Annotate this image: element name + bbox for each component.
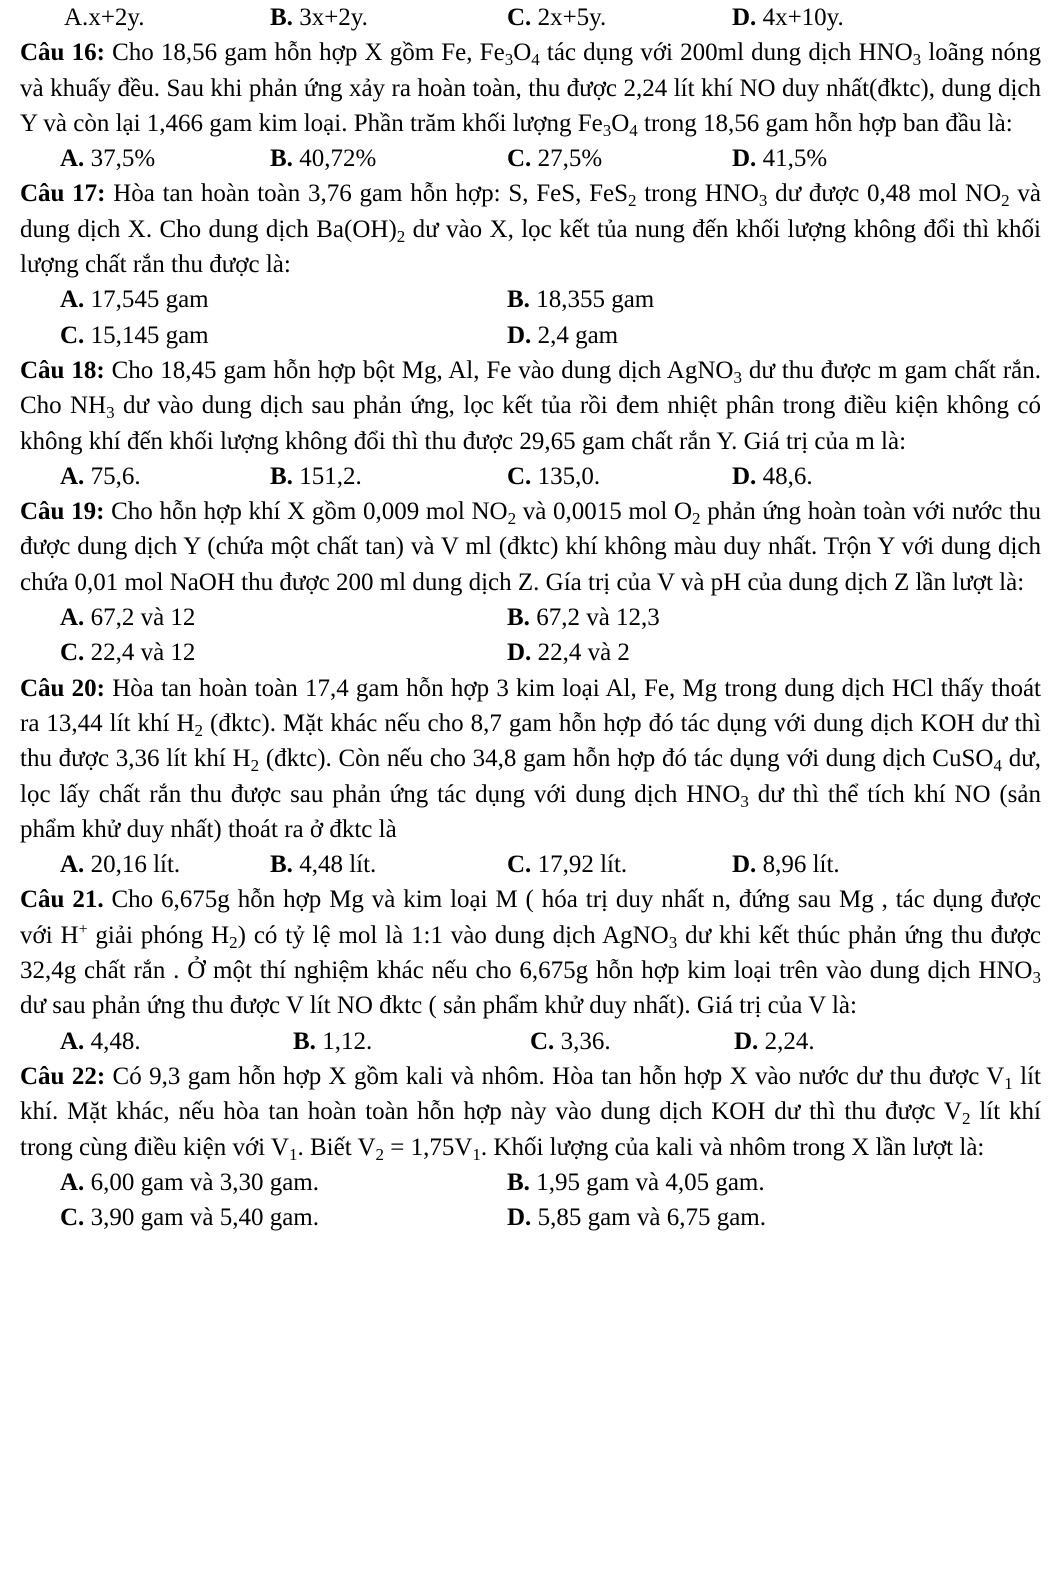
question-22-options-row-2 xyxy=(20,1200,1041,1235)
question-17-options-row-1 xyxy=(20,282,1041,317)
q22-option-c: C. 3,90 gam và 5,40 gam. xyxy=(60,1204,319,1232)
q21-option-b: B. 1,12. xyxy=(293,1027,373,1055)
q16-option-c: C. 27,5% xyxy=(507,145,603,173)
q20-option-b: B. 4,48 lít. xyxy=(270,851,377,879)
question-18-number: Câu 18: xyxy=(20,356,105,384)
q20-option-c: C. 17,92 lít. xyxy=(507,851,628,879)
question-20-text: Câu 20: Hòa tan hoàn toàn 17,4 gam hỗn hợp 3 kim loại Al, Fe, Mg trong dung dịch HCl thấy thoát ra 13,44 lít khí $H_2$ (đktc). Mặt khác nếu cho 8,7 gam hỗn hợp đó tác dụng với dung dịch KOH dư thì thu được 3,36 lít khí $H_2$ (đktc). Còn nếu cho 34,8 gam hỗn hợp đó tác dụng với dung dịch CuSO$_4$ dư, lọc lấy chất rắn thu được sau phản ứng tác dụng với dung dịch $HNO_3$ dư thì thể tích khí NO (sản phẩm khử duy nhất) thoát ra ở đktc là xyxy=(20,674,1041,843)
q22-option-a: A. 6,00 gam và 3,30 gam. xyxy=(60,1168,319,1196)
q17-option-a: A. 17,545 gam xyxy=(60,286,209,314)
question-16-options xyxy=(20,141,1041,176)
question-22-number: Câu 22: xyxy=(20,1062,106,1090)
q22-option-b: B. 1,95 gam và 4,05 gam. xyxy=(507,1168,765,1196)
q19-option-d: D. 22,4 và 2 xyxy=(507,639,630,667)
question-20-options xyxy=(20,847,1041,882)
top-option-a: A.x+2y. xyxy=(64,4,145,31)
question-20-number: Câu 20: xyxy=(20,674,106,702)
question-17-text: Câu 17: Hòa tan hoàn toàn 3,76 gam hỗn hợp: S, FeS, FeS$_2$ trong $HNO_3$ dư được 0,48 mol $NO_2$ và dung dịch X. Cho dung dịch $Ba(OH)_2$ dư vào X, lọc kết tủa nung đến khối lượng không đổi thì khối lượng chất rắn thu được là: xyxy=(20,180,1041,279)
question-21-number: Câu 21. xyxy=(20,886,104,914)
q18-option-c: C. 135,0. xyxy=(507,462,601,490)
top-option-b: B. 3x+2y. xyxy=(270,4,368,31)
question-16-number: Câu 16: xyxy=(20,39,105,67)
q17-option-d: D. 2,4 gam xyxy=(507,321,619,349)
top-option-c: C. 2x+5y. xyxy=(507,4,607,31)
q21-option-c: C. 3,36. xyxy=(530,1027,611,1055)
question-22-text: Câu 22: Có 9,3 gam hỗn hợp X gồm kali và nhôm. Hòa tan hỗn hợp X vào nước dư thu được $V_1$ lít khí. Mặt khác, nếu hòa tan hoàn toàn hỗn hợp này vào dung dịch KOH dư thì thu được $V_2$ lít khí trong cùng điều kiện với $V_1$. Biết $V_2 = 1,75V_1$. Khối lượng của kali và nhôm trong X lần lượt là: xyxy=(20,1062,1041,1164)
q18-option-b: B. 151,2. xyxy=(270,462,362,490)
question-19-options-row-1 xyxy=(20,600,1041,635)
q17-option-c: C. 15,145 gam xyxy=(60,321,209,349)
q19-option-c: C. 22,4 và 12 xyxy=(60,639,196,667)
top-options-row xyxy=(20,0,1041,35)
q17-option-b: B. 18,355 gam xyxy=(507,286,655,314)
question-19-options-row-2 xyxy=(20,635,1041,670)
q21-option-d: D. 2,24. xyxy=(734,1027,815,1055)
question-16-text: Câu 16: Cho 18,56 gam hỗn hợp X gồm Fe, $Fe_3O_4$ tác dụng với 200ml dung dịch $HNO_3$ loãng nóng và khuấy đều. Sau khi phản ứng xảy ra hoàn toàn, thu được 2,24 lít khí NO duy nhất(đktc), dung dịch Y và còn lại 1,466 gam kim loại. Phần trăm khối lượng $Fe_3O_4$ trong 18,56 gam hỗn hợp ban đầu là: xyxy=(20,39,1042,140)
q21-option-a: A. 4,48. xyxy=(60,1027,141,1055)
q19-option-a: A. 67,2 và 12 xyxy=(60,604,196,632)
question-22-options-row-1 xyxy=(20,1165,1041,1200)
q22-option-d: D. 5,85 gam và 6,75 gam. xyxy=(507,1204,766,1232)
q16-option-d: D. 41,5% xyxy=(732,145,828,173)
q16-option-b: B. 40,72% xyxy=(270,145,377,173)
q18-option-a: A. 75,6. xyxy=(60,462,141,490)
question-18-options xyxy=(20,459,1041,494)
q20-option-a: A. 20,16 lít. xyxy=(60,851,181,879)
q18-option-d: D. 48,6. xyxy=(732,462,813,490)
q16-option-a: A. 37,5% xyxy=(60,145,156,173)
question-19-text: Câu 19: Cho hỗn hợp khí X gồm 0,009 mol $NO_2$ và 0,0015 mol $O_2$ phản ứng hoàn toàn với nước thu được dung dịch Y (chứa một chất tan) và V ml (đktc) khí không màu duy nhất. Trộn Y với dung dịch chứa 0,01 mol NaOH thu được 200 ml dung dịch Z. Gía trị của V và pH của dung dịch Z lần lượt là: xyxy=(20,498,1041,596)
question-17-number: Câu 17: xyxy=(20,180,106,208)
question-19-number: Câu 19: xyxy=(20,498,105,526)
question-18-text: Câu 18: Cho 18,45 gam hỗn hợp bột Mg, Al, Fe vào dung dịch AgNO$_3$ dư thu được m gam chất rắn. Cho $NH_3$ dư vào dung dịch sau phản ứng, lọc kết tủa rồi đem nhiệt phân trong điều kiện không có không khí đến khối lượng không đổi thì thu được 29,65 gam chất rắn Y. Giá trị của m là: xyxy=(20,356,1041,455)
question-21-text: Câu 21. Cho 6,675g hỗn hợp Mg và kim loại M ( hóa trị duy nhất n, đứng sau Mg , tác dụng được với H+ giải phóng $H_2$) có tỷ lệ mol là 1:1 vào dung dịch AgNO$_3$ dư khi kết thúc phản ứng thu được 32,4g chất rắn . Ở một thí nghiệm khác nếu cho 6,675g hỗn hợp kim loại trên vào dung dịch $HNO_3$ dư sau phản ứng thu được V lít NO đktc ( sản phẩm khử duy nhất). Giá trị của V là: xyxy=(20,886,1041,1020)
question-21-options xyxy=(20,1024,1041,1059)
top-option-d: D. 4x+10y. xyxy=(732,4,844,31)
question-17-options-row-2 xyxy=(20,318,1041,353)
q19-option-b: B. 67,2 và 12,3 xyxy=(507,604,660,632)
q20-option-d: D. 8,96 lít. xyxy=(732,851,840,879)
